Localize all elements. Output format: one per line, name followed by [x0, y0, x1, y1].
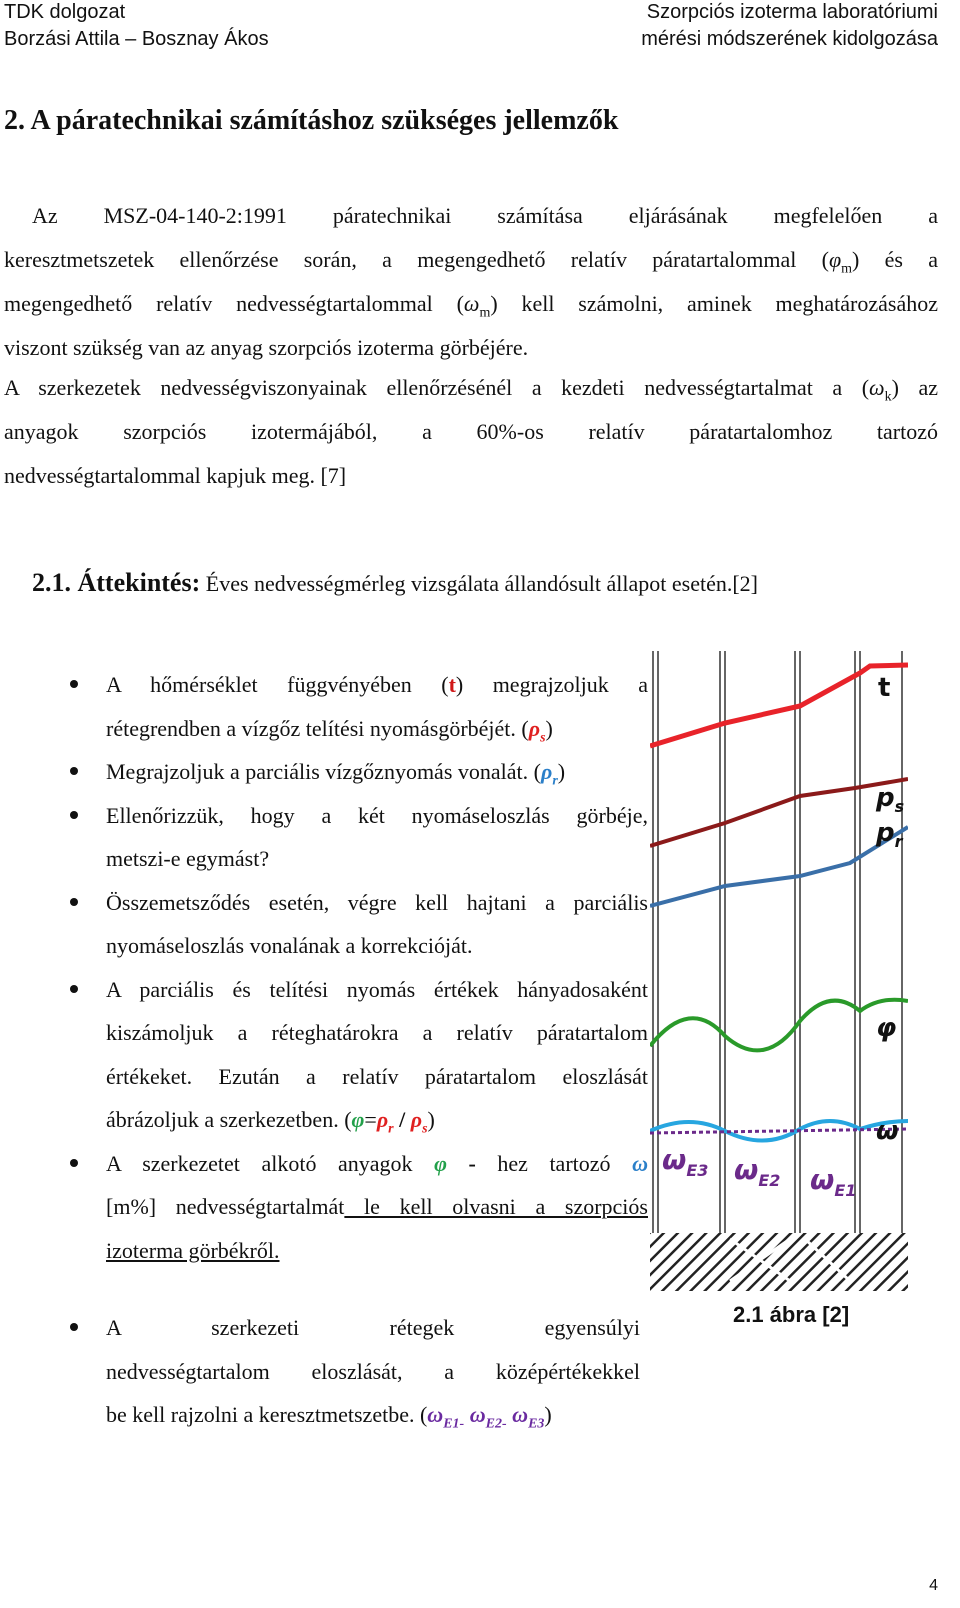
- label-omega-e1: $\omega_{E1}$: [810, 1163, 857, 1200]
- intro-line-4: viszont szükség van az anyag szorpciós izoterma görbéjére.: [4, 335, 529, 360]
- list-item: A parciális és telítési nyomás értékek hányadosaként kiszámoljuk a réteghatárokra a relatív páratartalom értékeket. Ezután a relatív páratartalom eloszlását ábrázoljuk a szerkezetben. $(\varphi=\rho_r / \rho_s)$: [70, 968, 648, 1142]
- label-t: t: [878, 673, 891, 703]
- bullet-dot: [70, 767, 78, 775]
- header-title-line1: Szorpciós izoterma laboratóriumi: [646, 1, 938, 23]
- hatched-base-layer: [650, 1233, 908, 1291]
- list-item: Összemetsződés esetén, végre kell hajtani a parciális nyomáseloszlás vonalának a korrekcióját.: [70, 881, 648, 968]
- intro-paragraph: [4, 194, 938, 370]
- label-ps: $p_s$: [876, 783, 905, 816]
- bullet-dot: [70, 680, 78, 688]
- list-item: A szerkezeti rétegek egyensúlyi nedvességtartalom eloszlását, a középértékekkel be kell rajzolni a keresztmetszetbe. ($\omega_{E1-}$ $\omega_{E2-}$ $\omega_{E3}$): [70, 1306, 640, 1437]
- paragraph-2: [4, 366, 938, 498]
- label-phi: φ: [876, 1013, 897, 1043]
- bullet-dot: [70, 811, 78, 819]
- subsection-title: Áttekintés:: [77, 568, 201, 597]
- list-item: Ellenőrizzük, hogy a két nyomáseloszlás görbéje, metszi-e egymást?: [70, 794, 648, 881]
- section-title: 2. A páratechnikai számításhoz szükséges jellemzők: [4, 105, 619, 136]
- bullet-dot: [70, 1323, 78, 1331]
- bullet-dot: [70, 985, 78, 993]
- bullet-dot: [70, 898, 78, 906]
- subsection-number: 2.1.: [32, 568, 71, 597]
- list-item: A hőmérséklet függvényében (t) megrajzoljuk a rétegrendben a vízgőz telítési nyomásgörbéjét. $(\rho_s)$: [70, 663, 648, 750]
- label-omega: ω: [876, 1116, 899, 1146]
- intro-line-2: keresztmetszetek ellenőrzése során, a megengedhető relatív páratartalommal $(\varphi_m)$ és a: [4, 247, 938, 277]
- para2-line-2: anyagok szorpciós izotermájából, a 60%-os relatív páratartalomhoz tartozó: [4, 419, 938, 444]
- header-left: [4, 0, 269, 53]
- moisture-balance-figure: [650, 651, 908, 1291]
- label-omega-e3: $\omega_{E3}$: [662, 1143, 709, 1180]
- subsection-heading: [32, 566, 758, 601]
- header-right: [641, 0, 938, 53]
- para2-line-3: nedvességtartalommal kapjuk meg. [7]: [4, 463, 347, 488]
- header-doc-type: TDK dolgozat: [4, 1, 126, 23]
- label-omega-e2: $\omega_{E2}$: [734, 1153, 781, 1190]
- list-item: A szerkezetet alkotó anyagok φ - hez tartozó ω [m%] nedvességtartalmát le kell olvasni a szorpciós izoterma görbékről.: [70, 1142, 648, 1273]
- page-number: 4: [929, 1577, 938, 1594]
- header-title-line2: mérési módszerének kidolgozása: [641, 28, 938, 50]
- intro-line-1: Az MSZ-04-140-2:1991 páratechnikai számítása eljárásának megfelelően a: [32, 203, 938, 228]
- list-item: Megrajzoljuk a parciális vízgőznyomás vonalát. $(\rho_r)$: [70, 750, 648, 794]
- intro-line-3: megengedhető relatív nedvességtartalommal $(\omega_m)$ kell számolni, aminek meghatározásához: [4, 291, 938, 321]
- para2-line-1: A szerkezetek nedvességviszonyainak ellenőrzésénél a kezdeti nedvességtartalmat a $(\omega_k)$ az: [4, 375, 938, 405]
- subsection-rest: Éves nedvességmérleg vizsgálata állandósult állapot esetén.[2]: [200, 571, 759, 596]
- header-authors: Borzási Attila – Bosznay Ákos: [4, 28, 269, 50]
- figure-caption: 2.1 ábra [2]: [733, 1302, 850, 1327]
- label-pr: $p_r$: [876, 818, 903, 851]
- bullet-list: [70, 663, 648, 1437]
- bullet-dot: [70, 1159, 78, 1167]
